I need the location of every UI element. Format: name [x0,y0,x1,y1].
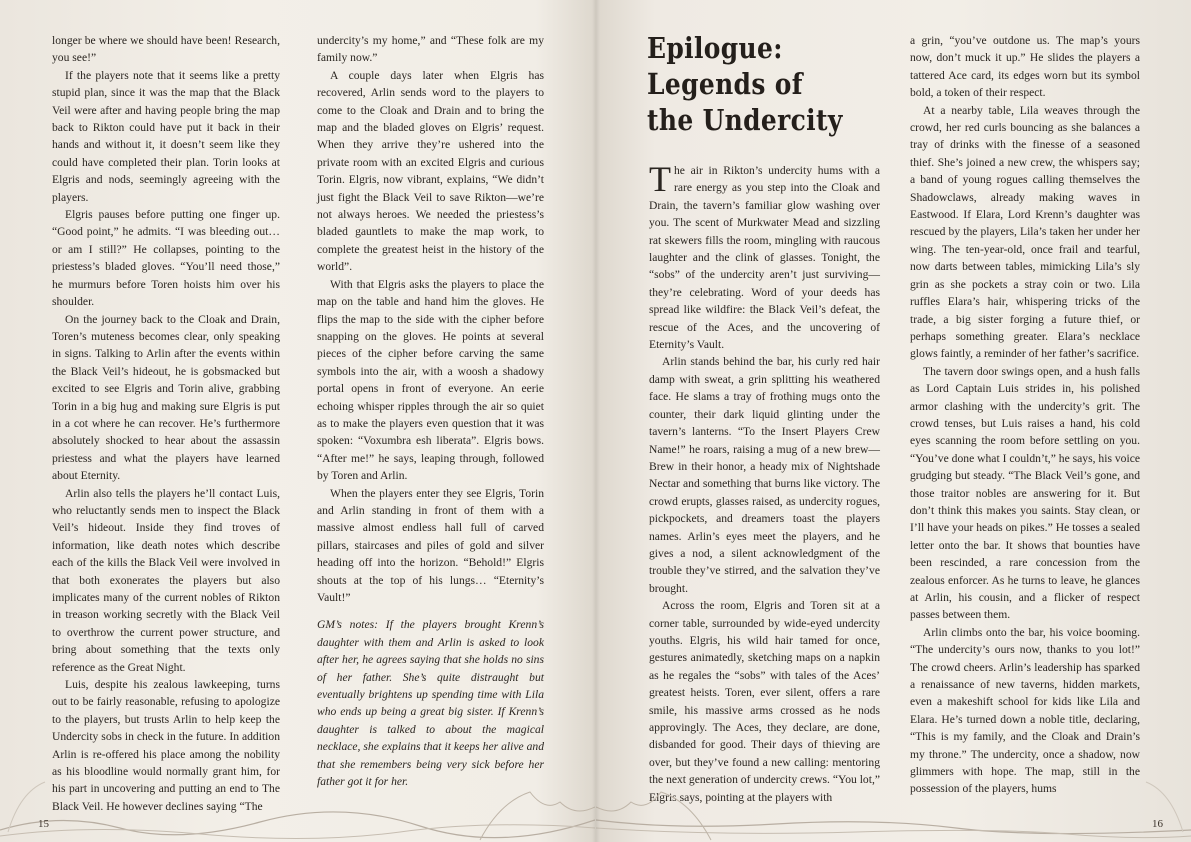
right-page-column-1 [649,159,880,806]
page-number-right: 16 [1152,818,1163,830]
left-page-column-1 [52,32,280,815]
opening-paragraph-text: he air in Rikton’s undercity hums with a rare energy as you step into the Cloak and Drain, the tavern’s familiar glow washing over you. The scent of Murkwater Mead and sizzling rat skewers fills the room, mingling with raucous laughter and the clink of glasses. Tonight, the “sobs” of the undercity aren’t just surviving—they’re celebrating. Word of your deeds has spread like wildfire: the Black Veil’s defeat, the rescue of the Aces, and the uncovering of Eternity’s Vault. [649,164,880,352]
paragraph: a grin, “you’ve outdone us. The map’s yours now, don’t muck it up.” He slides the players a tattered Ace card, its edges worn but its symbol bold, a token of their respect. [910,34,1140,100]
paragraph: longer be where we should have been! Research, you see!” [52,34,280,65]
paragraph: On the journey back to the Cloak and Drain, Toren’s muteness becomes clear, only speaking in signs. Talking to Arlin after the events within the Black Veil’s hideout, he is gobsmacked but excited to see Elgris and Torin alive, grabbing Torin in a big hug and making sure Elgris is put in a cot where he can recover. He’s furthermore absolutely shocked to hear about the assassin priestess and what the players have learned about Eternity. [52,312,280,483]
paragraph: Luis, despite his zealous lawkeeping, turns out to be fairly reasonable, refusing to apologize to the players, but trusts Arlin to help keep the Undercity sobs in check in the future. In addition Arlin is re-offered his place among the nobility as his bloodline would normally grant him, for his part in uncovering and putting an end to The Black Veil. He however declines saying “The [52,678,280,813]
chapter-title: Epilogue: Legends of the Undercity [647,31,843,137]
paragraph: Elgris pauses before putting one finger up. “Good point,” he admits. “I was bleeding out… or am I still?” He collapses, pointing to the priestess’s bladed gloves. “You’ll need those,” he murmurs before Toren hoists him over his shoulder. [52,208,280,309]
right-page-column-1-body [649,353,880,806]
right-page-column-2 [910,32,1140,798]
paragraph: Arlin climbs onto the bar, his voice booming. “The undercity’s ours now, thanks to you lot!” The crowd cheers. Arlin’s leadership has sparked a renaissance of new taverns, hidden markets, even a makeshift school for kids like Lila and Elara. He’s turned down a noble title, declaring, “This is my family, and the Cloak and Drain’s my throne.” The undercity, once a shadow, now glimmers with hope. The map, still in the possession of the players, hums [910,625,1140,796]
paragraph: A couple days later when Elgris has recovered, Arlin sends word to the players to come to the Cloak and Drain and to bring the map and the bladed gloves on Elgris’ request. When they arrive they’re ushered into the private room with an excited Elgris and curious Torin. Elgris, now vibrant, explains, “We didn’t just fight the Black Veil to save Rikton—we’re not always heroes. We needed the priestess’s bladed gauntlets to make the map work, to complete the greatest heist in the history of the world”. [317,68,544,274]
footer-ornament-left [0,772,595,842]
gm-notes: GM’s notes: If the players brought Krenn’s daughter with them and Arlin is asked to look after her, he agrees saying that she holds no sins of her father. She’s quite distraught but eventually brightens up spending time with Lila who ends up being a great big sister. If Krenn’s daughter is talked to about the magical necklace, she explains that it keeps her alive and that she remembers being very sick before her father got it for her. [317,618,544,789]
drop-cap: T [649,159,671,199]
footer-ornament-right [596,772,1191,842]
paragraph: At a nearby table, Lila weaves through the crowd, her red curls bouncing as she balances a tray of drinks with the finesse of a seasoned thief. She’s joined a new crew, the whispers say; a band of young rogues calling themselves the Shadowclaws, already making waves in Eastwood. If Elara, Lord Krenn’s daughter was rescued by the players, Lila’s taken her under her wing. The ten-year-old, once frail and tearful, now darts between tables, mimicking Lila’s sly grin as she pockets a stray coin or two. Lila ruffles Elara’s hair, whispering tricks of the trade, a big sister forging a future thief, or perhaps something greater. Elara’s necklace glows faintly, a reminder of her father’s sacrifice. [910,103,1140,361]
paragraph: If the players note that it seems like a pretty stupid plan, since it was the map that the Black Veil were after and having people bring the map back to Rikton could have put it back in their hands and without it, it doesn’t seem like they could have completed their plan. Torin looks at Elgris and nods, seemingly agreeing with the players. [52,68,280,204]
left-page-column-2 [317,32,544,790]
left-page [0,0,595,842]
paragraph: When the players enter they see Elgris, Torin and Arlin standing in front of them with a massive almost endless hall full of carved pillars, staircases and piles of gold and silver heading off into the horizon. “Behold!” Elgris shouts at the top of his lungs… “Eternity’s Vault!” [317,486,544,604]
paragraph: undercity’s my home,” and “These folk are my family now.” [317,34,544,65]
paragraph: Arlin stands behind the bar, his curly red hair damp with sweat, a grin splitting his weathered face. He slams a tray of frothing mugs onto the counter, their dark liquid glinting under the tavern’s lanterns. “To the Insert Players Crew Name!” he roars, raising a mug of a new brew—Brew in their honor, a heady mix of Nightshade Nectar and something that burns like victory. The crowd erupts, glasses raised, as undercity rogues, pickpockets, and dreamers toast the players names. Arlin’s eyes meet the players, and he gives a nod, a silent acknowledgment of the trouble they’ve stirred, and the salvation they’ve brought. [649,355,880,595]
opening-paragraph [649,159,880,353]
paragraph: With that Elgris asks the players to place the map on the table and hand him the gloves. He flips the map to the side with the cipher before snapping on the gloves. He points at several pieces of the cipher before carving the same symbols into the air, with a woosh a shadowy portal opens in front of everyone. An eerie echoing whisper ripples through the air so quiet as to make the players even question that it was spoken: “Voxumbra esh liberata”. Elgris bows. “After me!” he says, leaping through, followed by Toren and Arlin. [317,277,544,483]
paragraph: Across the room, Elgris and Toren sit at a corner table, surrounded by wide-eyed undercity youths. Elgris, his wild hair tamed for once, gestures animatedly, sketching maps on a napkin as he regales the “sobs” with tales of the Aces’ greatest heists. Toren, ever silent, offers a rare smile, his massive arms crossed as he nods approvingly. The Aces, they declare, are done, disbanded for good. Their days of thieving are over, but they’ve found a new calling: mentoring the next generation of undercity crews. “You lot,” Elgris says, pointing at the players with [649,599,880,804]
paragraph: The tavern door swings open, and a hush falls as Lord Captain Luis strides in, his polished armor clashing with the undercity’s grit. The crowd tenses, but Luis raises a hand, his cold eyes scanning the room before settling on you. “You’ve done what I couldn’t,” he says, his voice grudging but steady. “The Black Veil’s gone, and those traitor nobles are answering for it. But don’t think this makes you saints. Stay clean, or I’ll have your heads on pikes.” He tosses a sealed letter onto the bar. It shows that bounties have been rescinded, a rare concession from the zealous enforcer. As he turns to leave, he glances at Arlin, his cousin, and a flicker of respect passes between them. [910,364,1140,622]
right-page [596,0,1191,842]
page-number-left: 15 [38,818,49,830]
book-gutter [592,0,600,842]
left-page-column-2-body [317,32,544,606]
paragraph: Arlin also tells the players he’ll contact Luis, who reluctantly sends men to inspect the Black Veil’s hideout. Inside they find troves of information, like death notes which describe each of the kills the Black Veil were involved in that both exonerates the players but also implicates many of the current nobles of Rikton in treason working secretly with the Black Veil to overthrow the current power structure, and bring about something that the texts only reference as the Great Night. [52,486,280,674]
